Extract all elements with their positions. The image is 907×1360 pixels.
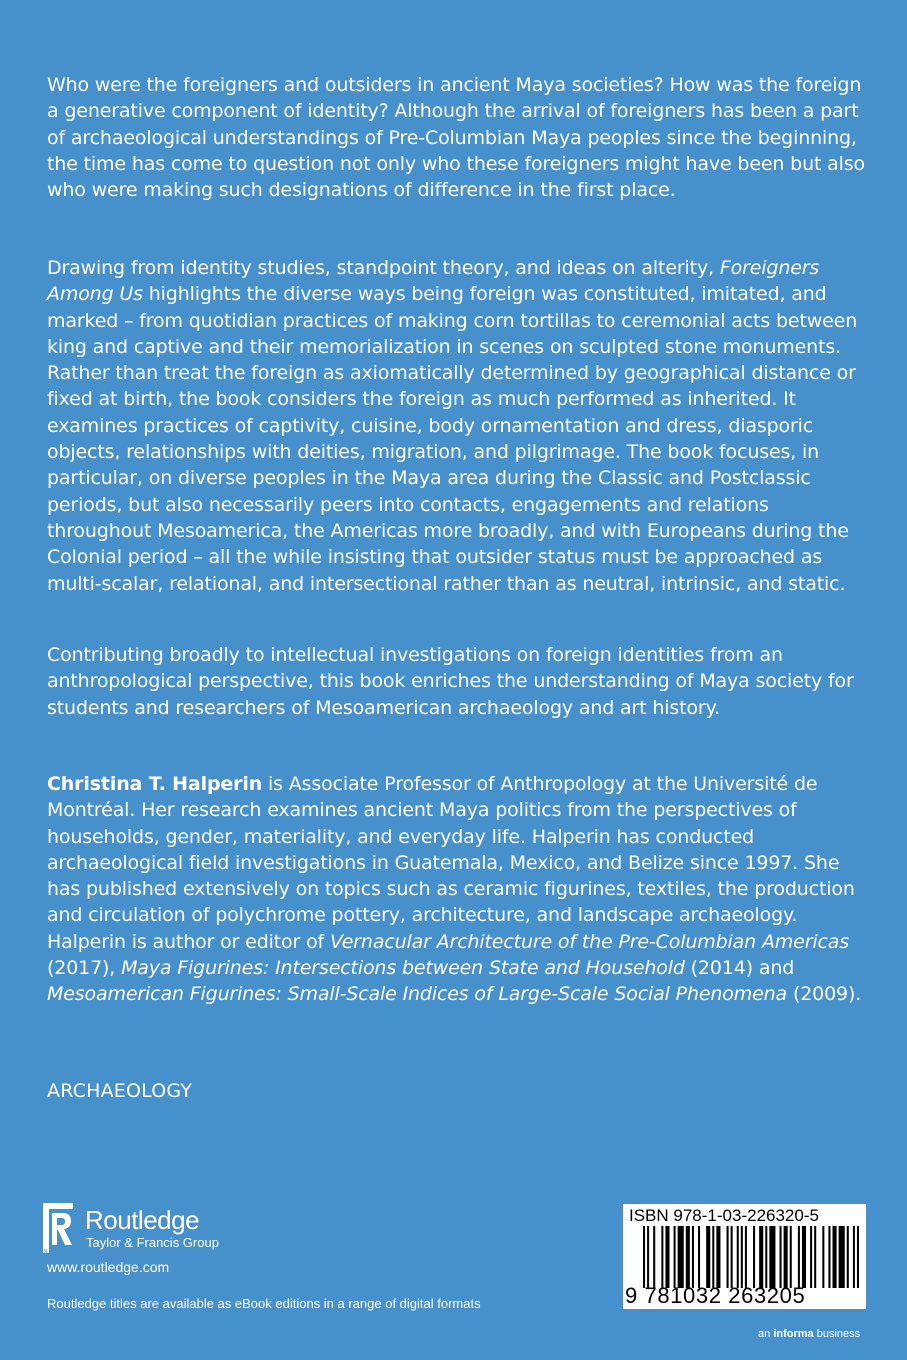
- bio-book-2: Maya Figurines: Intersections between State and Household: [121, 957, 685, 980]
- bio-text-4: (2009).: [792, 983, 862, 1006]
- barcode-bar: [822, 1226, 824, 1288]
- barcode-bar: [653, 1226, 655, 1288]
- blurb-paragraph-1: Who were the foreigners and outsiders in ancient Maya societies? How was the foreign a generative component of identity? Although the arrival of foreigners has been a part of archaeological understandings of Pre-Columbian Maya peoples since the beginning, the time has come to question not only who these foreigners might have been but also who were making such designations of difference in the first place.: [47, 74, 866, 202]
- barcode-bar: [828, 1226, 830, 1288]
- bio-book-3: Mesoamerican Figurines: Small-Scale Indices of Large-Scale Social Phenomena: [47, 983, 788, 1006]
- barcode-bar: [731, 1226, 733, 1288]
- barcode-bar: [753, 1226, 755, 1288]
- book-title: Foreigners Among Us: [47, 257, 820, 306]
- isbn-label: ISBN 978-1-03-226320-5: [629, 1206, 819, 1225]
- barcode-bar: [686, 1226, 690, 1288]
- logo-letter: R: [44, 1249, 48, 1253]
- barcode-bar: [741, 1226, 743, 1288]
- bio-text-3: (2014) and: [690, 957, 795, 980]
- barcode-bar: [784, 1226, 788, 1288]
- barcode-bar: [727, 1226, 729, 1288]
- barcode-bar: [647, 1226, 649, 1288]
- isbn-barcode: [623, 1204, 866, 1309]
- routledge-logo: [43, 1203, 263, 1258]
- barcode-bar: [712, 1226, 714, 1288]
- barcode-bar: [692, 1226, 694, 1288]
- category-label: ARCHAEOLOGY: [47, 1080, 193, 1102]
- author-name: Christina T. Halperin: [47, 773, 263, 795]
- publisher-name: Routledge: [85, 1205, 200, 1235]
- barcode-bar: [674, 1226, 676, 1288]
- barcode-bar: [765, 1226, 767, 1288]
- barcode-bar: [798, 1226, 800, 1288]
- barcode-bar: [853, 1226, 855, 1288]
- bio-text-1: is Associate Professor of Anthropology at the Université de Montréal. Her research examines ancient Maya politics from the perspectives of households, gender, materiality, and everyday life. Halperin has conducted archaeological field investigations in Guatemala, Mexico, and Belize since 1997. She has published extensively on topics such as ceramic figurines, textiles, the production and circulation of polychrome pottery, architecture, and landscape archaeology. Halperin is author or editor of: [47, 773, 855, 953]
- barcode-bar: [810, 1226, 812, 1288]
- ebook-note: Routledge titles are available as eBook editions in a range of digital formats: [47, 1296, 481, 1311]
- informa-brand: informa: [773, 1328, 814, 1340]
- informa-prefix: an: [758, 1328, 771, 1340]
- barcode-bar: [698, 1226, 700, 1288]
- barcode-bar: [814, 1226, 816, 1288]
- blurb-p2-lead: Drawing from identity studies, standpoint theory, and ideas on alterity,: [47, 257, 714, 279]
- informa-mark: [758, 1328, 860, 1340]
- publisher-group: Taylor & Francis Group: [86, 1235, 219, 1250]
- barcode-bar: [847, 1226, 849, 1288]
- barcode-bar: [802, 1226, 806, 1288]
- barcode-digits: 9 781032 263205: [625, 1283, 806, 1308]
- barcode-bars: [643, 1226, 859, 1288]
- barcode-bar: [678, 1226, 684, 1288]
- barcode-bar: [706, 1226, 710, 1288]
- bio-book-1: Vernacular Architecture of the Pre-Columbian Americas: [330, 930, 850, 953]
- barcode-bar: [745, 1226, 747, 1288]
- barcode-bar: [857, 1226, 859, 1288]
- blurb-paragraph-3: Contributing broadly to intellectual investigations on foreign identities from an anthropological perspective, this book enriches the understanding of Maya society for students and researchers of Mesoamerican archaeology and art history.: [47, 644, 854, 719]
- blurb-paragraph-2: [47, 255, 867, 597]
- blurb-p2-rest: highlights the diverse ways being foreign was constituted, imitated, and marked – from quotidian practices of making corn tortillas to ceremonial acts between king and captive and their memorialization in scenes on sculpted stone monuments. Rather than treat the foreign as axiomatically determined by geographical distance or fixed at birth, the book considers the foreign as much performed as inherited. It examines practices of captivity, cuisine, body ornamentation and dress, diasporic objects, relationships with deities, migration, and pilgrimage. The book focuses, in particular, on diverse peoples in the Maya area during the Classic and Postclassic periods, but also necessarily peers into contacts, engagements and relations throughout Mesoamerica, the Americas more broadly, and with Europeans during the Colonial period – all the while insisting that outsider status must be approached as multi-scalar, relational, and intersectional rather than as neutral, intrinsic, and static.: [47, 283, 858, 595]
- barcode-bar: [769, 1226, 775, 1288]
- barcode-bar: [790, 1226, 792, 1288]
- barcode-bar: [665, 1226, 669, 1288]
- barcode-bar: [833, 1226, 837, 1288]
- barcode-bar: [716, 1226, 720, 1288]
- barcode-bar: [643, 1226, 645, 1288]
- barcode-bar: [737, 1226, 739, 1288]
- barcode-bar: [839, 1226, 845, 1288]
- publisher-website[interactable]: www.routledge.com: [47, 1259, 170, 1275]
- barcode-bar: [661, 1226, 663, 1288]
- author-bio: [47, 771, 867, 1008]
- informa-suffix: business: [816, 1328, 861, 1340]
- routledge-r-icon: [43, 1203, 73, 1253]
- bio-text-2: (2017),: [47, 957, 116, 980]
- barcode-bar: [780, 1226, 782, 1288]
- barcode-bar: [759, 1226, 763, 1288]
